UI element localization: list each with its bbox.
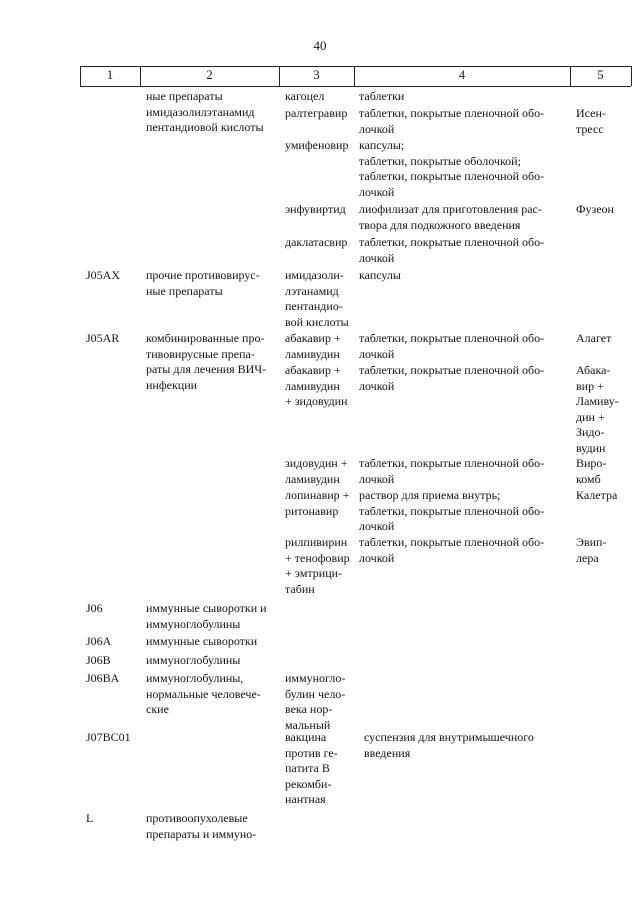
group-name: иммунные сыворотки (146, 634, 258, 648)
drug-name: умифеновир (285, 138, 349, 152)
trade-name: Фузеон (576, 202, 614, 216)
atc-code: J05AX (86, 268, 121, 282)
dosage-form: таблетки, покрытые пленочной обо- лочкой (359, 235, 545, 265)
dosage-form: капсулы (359, 268, 401, 282)
dosage-form: таблетки, покрытые пленочной обо- лочкой (359, 331, 545, 361)
dosage-form: лиофилизат для приготовления рас- твора для подкожного введения (359, 202, 542, 232)
table-header-top-border (80, 66, 631, 67)
drug-name: кагоцел (285, 89, 325, 103)
trade-name: Исен- тресс (576, 106, 606, 136)
dosage-form: таблетки, покрытые пленочной обо- лочкой (359, 106, 545, 136)
drug-name: лопинавир + ритонавир (285, 488, 350, 518)
dosage-form: таблетки, покрытые пленочной обо- лочкой (359, 363, 545, 393)
dosage-form: таблетки, покрытые пленочной обо- лочкой (359, 456, 545, 486)
drug-name: вакцина против ге- патита В рекомби- нантная (285, 730, 338, 807)
atc-code: J06BA (86, 671, 120, 685)
drug-name: имидазоли- лэтанамид пентандио- вой кислоты (285, 268, 349, 329)
group-name: ные препараты имидазолилэтанамид пентандиовой кислоты (146, 89, 264, 135)
group-name: прочие противовирус- ные препараты (146, 268, 260, 298)
atc-code: J05AR (86, 331, 120, 345)
drug-name: даклатасвир (285, 235, 348, 249)
trade-name: Виро- комб (576, 456, 607, 486)
column-header-3: 3 (313, 68, 320, 82)
group-name: комбинированные про- тивовирусные препа- раты для лечения ВИЧ- инфекции (146, 331, 267, 392)
trade-name: Эвип- лера (576, 535, 607, 565)
atc-code: J06A (86, 634, 112, 648)
atc-code: J06 (86, 601, 103, 615)
drug-name: абакавир + ламивудин + зидовудин (285, 363, 348, 409)
atc-code: J07BC01 (86, 730, 131, 744)
dosage-form: капсулы; таблетки, покрытые оболочкой; таблетки, покрытые пленочной обо- лочкой (359, 138, 545, 199)
column-header-2: 2 (206, 68, 213, 82)
dosage-form: таблетки (359, 89, 405, 103)
drug-name: рилпивирин + тенофовир + эмтрици- табин (285, 535, 350, 596)
column-header-4: 4 (458, 68, 466, 82)
dosage-form: таблетки, покрытые пленочной обо- лочкой (359, 535, 545, 565)
group-name: иммунные сыворотки и иммуноглобулины (146, 601, 267, 631)
column-divider (631, 66, 632, 86)
dosage-form: суспензия для внутримышечного введения (364, 730, 534, 760)
column-header-1: 1 (106, 68, 114, 82)
page-number: 40 (313, 38, 327, 53)
drug-name: абакавир + ламивудин (285, 331, 341, 361)
column-header-5: 5 (597, 68, 604, 82)
table-header-bottom-border (80, 86, 631, 87)
trade-name: Алагет (576, 331, 612, 345)
atc-code: L (86, 811, 94, 825)
drug-name: иммуногло- булин чело- века нор- мальный (285, 671, 346, 732)
drug-name: ралтегравир (285, 106, 348, 120)
dosage-form: раствор для приема внутрь; таблетки, покрытые пленочной обо- лочкой (359, 488, 545, 534)
trade-name: Абака- вир + Ламиву- дин + Зидо- вудин (576, 363, 619, 455)
drug-name: зидовудин + ламивудин (285, 456, 348, 486)
group-name: иммуноглобулины (146, 653, 241, 667)
atc-code: J06B (86, 653, 111, 667)
trade-name: Калетра (576, 488, 618, 502)
group-name: иммуноглобулины, нормальные человече- ские (146, 671, 261, 717)
group-name: противоопухолевые препараты и иммуно- (146, 811, 257, 841)
drug-name: энфувиртид (285, 202, 346, 216)
